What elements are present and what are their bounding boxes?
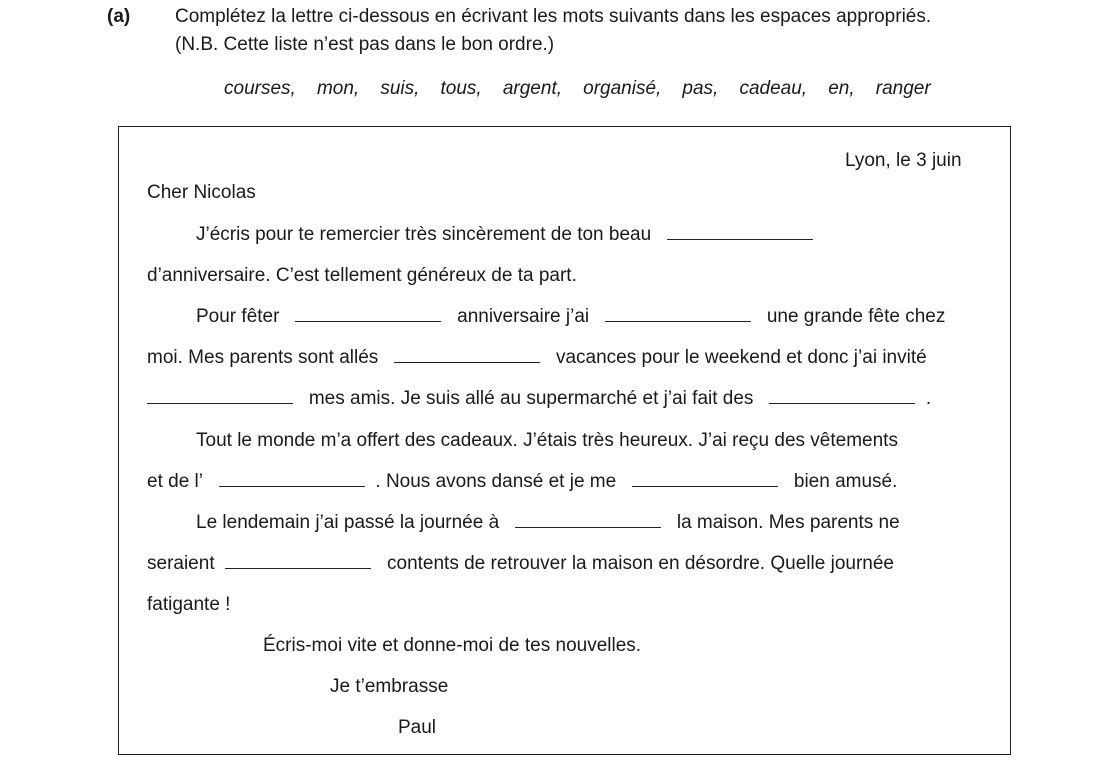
letter-greeting: Cher Nicolas [147, 182, 256, 203]
word-bank-item: organisé, [583, 78, 662, 99]
letter-text: . Nous avons dansé et je me [375, 471, 617, 492]
blank-space[interactable] [225, 553, 371, 569]
letter-text: mes amis. Je suis allé au supermarché et j’ai fait des [308, 388, 754, 409]
blank-space[interactable] [605, 306, 751, 322]
word-bank [224, 78, 931, 100]
blank-space[interactable] [219, 471, 365, 487]
letter-text: J’écris pour te remercier très sincèrement de ton beau [196, 224, 652, 245]
word-bank-item: en, [828, 78, 855, 99]
letter-text: Pour fêter [196, 306, 280, 327]
letter-line: d’anniversaire. C’est tellement généreux de ta part. [147, 265, 577, 286]
letter-line: fatigante ! [147, 594, 231, 615]
letter-text: et de l’ [147, 471, 203, 492]
question-note: (N.B. Cette liste n’est pas dans le bon ordre.) [175, 34, 555, 55]
blank-space[interactable] [632, 471, 778, 487]
blank-space[interactable] [515, 512, 661, 528]
letter-text: seraient [147, 553, 215, 574]
letter-text: la maison. Mes parents ne [676, 512, 900, 533]
word-bank-item: mon, [316, 78, 360, 99]
letter-line [147, 553, 894, 575]
question-label: (a) [107, 6, 131, 27]
letter-signature: Paul [398, 717, 437, 738]
blank-space[interactable] [295, 306, 441, 322]
letter-line [196, 306, 945, 328]
word-bank-item: ranger [875, 78, 931, 99]
letter-text: anniversaire j’ai [457, 306, 590, 327]
letter-closing: Écris-moi vite et donne-moi de tes nouvelles. [263, 635, 642, 656]
letter-line: Tout le monde m’a offert des cadeaux. J’étais très heureux. J’ai reçu des vêtements [196, 430, 898, 451]
word-bank-item: tous, [440, 78, 482, 99]
word-bank-item: courses, [224, 78, 296, 99]
letter-text: une grande fête chez [766, 306, 946, 327]
blank-space[interactable] [147, 388, 293, 404]
blank-space[interactable] [667, 224, 813, 240]
letter-line [147, 471, 897, 493]
letter-line [147, 388, 931, 410]
letter-text: moi. Mes parents sont allés [147, 347, 379, 368]
word-bank-item: argent, [502, 78, 562, 99]
letter-line [147, 347, 927, 369]
letter-date: Lyon, le 3 juin [845, 150, 962, 171]
blank-space[interactable] [769, 388, 915, 404]
letter-text: . [925, 388, 932, 409]
question-instruction: Complétez la lettre ci-dessous en écrivant les mots suivants dans les espaces appropriés. [175, 6, 932, 27]
blank-space[interactable] [394, 347, 540, 363]
word-bank-item: pas, [682, 78, 719, 99]
letter-closing: Je t’embrasse [330, 676, 449, 697]
letter-line [196, 512, 900, 534]
letter-text: contents de retrouver la maison en désordre. Quelle journée [387, 553, 894, 574]
word-bank-item: cadeau, [739, 78, 808, 99]
letter-text: vacances pour le weekend et donc j’ai invité [555, 347, 927, 368]
word-bank-item: suis, [380, 78, 420, 99]
letter-text: Le lendemain j’ai passé la journée à [196, 512, 500, 533]
letter-line [196, 224, 813, 246]
letter-text: bien amusé. [793, 471, 898, 492]
